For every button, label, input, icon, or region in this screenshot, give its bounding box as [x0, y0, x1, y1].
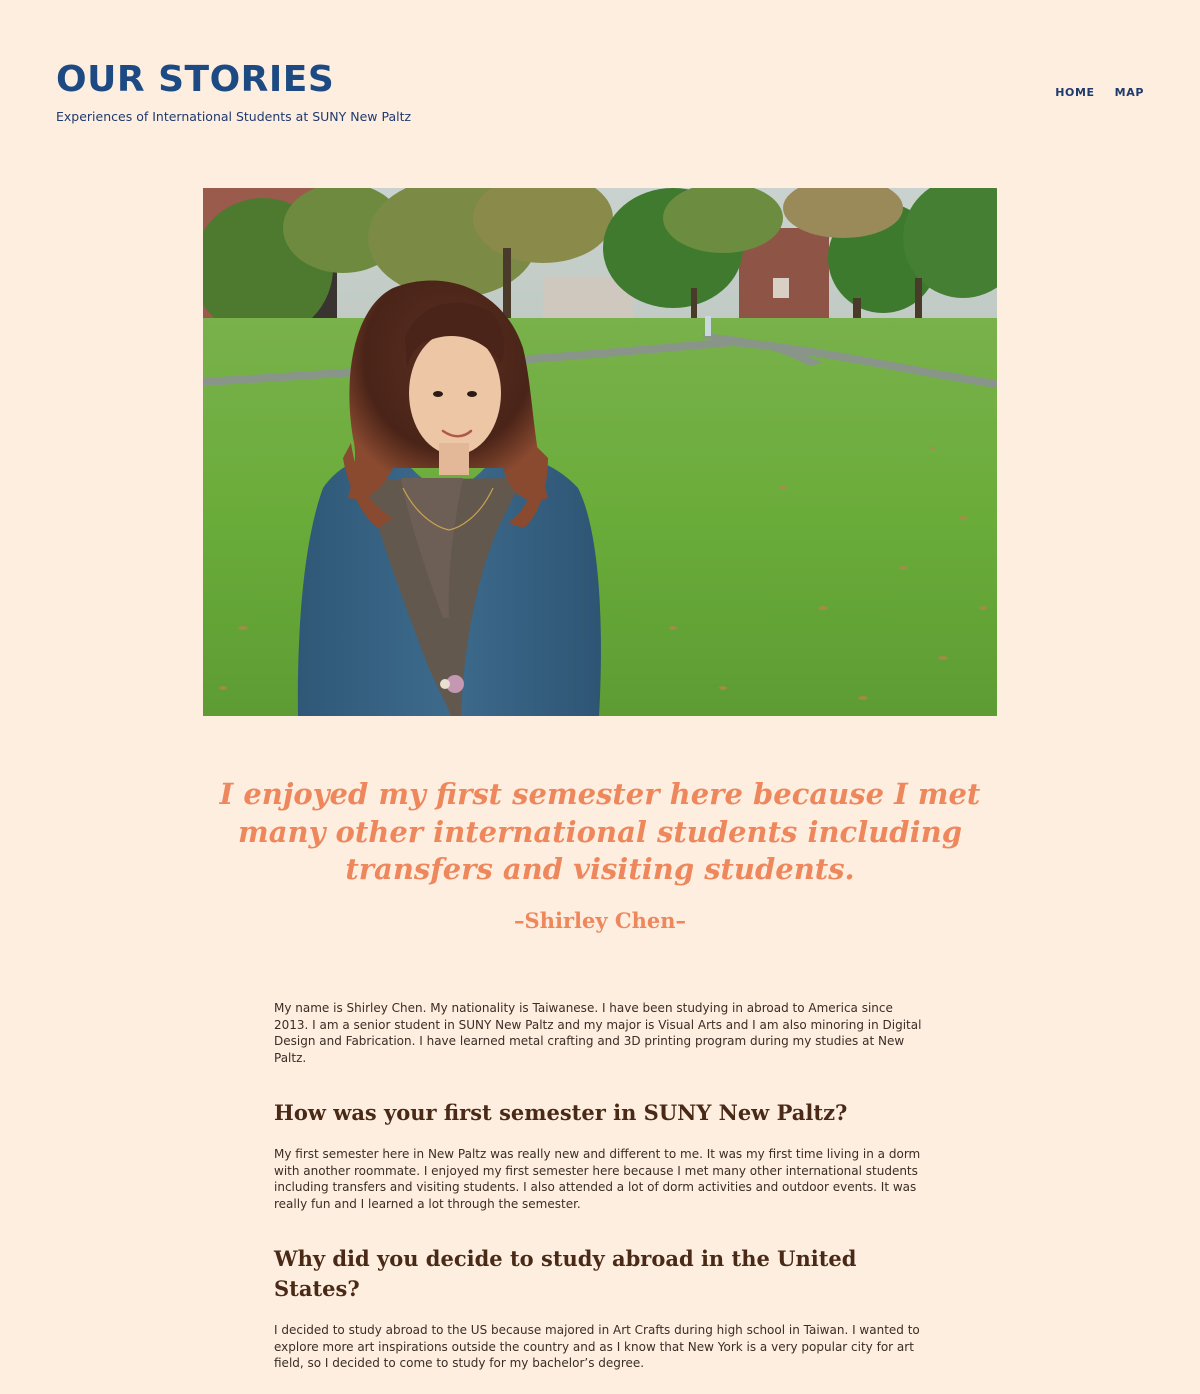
main-nav	[1055, 85, 1144, 101]
section-answer-why-study-abroad: I decided to study abroad to the US because majored in Art Crafts during high school in Taiwan. I wanted to explore more art inspirations outside the country and as I know that New York is a very popular city for art field, so I decided to come to study for my bachelor’s degree.	[274, 1323, 920, 1370]
section-answer-first-semester: My first semester here in New Paltz was really new and different to me. It was my first time living in a dorm with another roommate. I enjoyed my first semester here because I met many other international students including transfers and visiting students. I also attended a lot of dorm activities and outdoor events. It was really fun and I learned a lot through the semester.	[274, 1147, 921, 1211]
quote-attribution: –Shirley Chen–	[514, 908, 686, 933]
site-title[interactable]: OUR STORIES	[56, 59, 335, 100]
intro-paragraph: My name is Shirley Chen. My nationality is Taiwanese. I have been studying in abroad to America since 2013. I am a senior student in SUNY New Paltz and my major is Visual Arts and I am also minoring in Digital Design and Fabrication. I have learned metal crafting and 3D printing program during my studies at New Paltz.	[274, 1001, 922, 1065]
nav-home-link[interactable]: HOME	[1055, 86, 1095, 99]
site-tagline: Experiences of International Students at SUNY New Paltz	[56, 109, 412, 124]
pull-quote: I enjoyed my first semester here because I met many other international students including transfers and visiting students.	[219, 777, 981, 886]
section-heading-first-semester: How was your first semester in SUNY New Paltz?	[274, 1100, 848, 1125]
story-body	[274, 1000, 930, 1372]
hero-photo	[203, 188, 997, 716]
section-heading-why-study-abroad: Why did you decide to study abroad in the United States?	[274, 1246, 857, 1301]
nav-map-link[interactable]: MAP	[1114, 86, 1144, 99]
